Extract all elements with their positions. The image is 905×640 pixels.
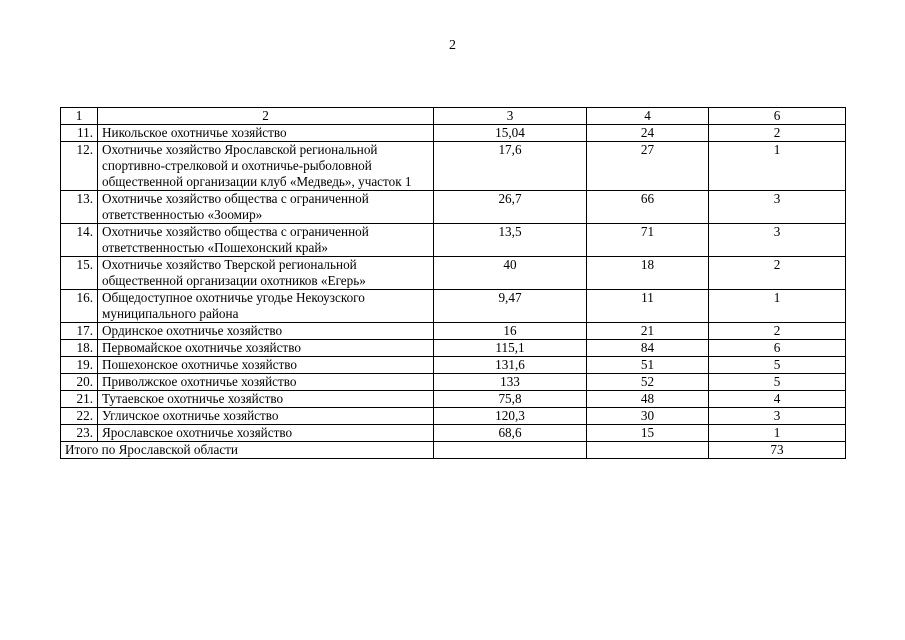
row-value-4: 84 — [587, 340, 709, 357]
page-number: 2 — [449, 38, 456, 53]
row-value-4: 18 — [587, 257, 709, 290]
row-name: Ординское охотничье хозяйство — [98, 323, 434, 340]
total-value-6: 73 — [709, 442, 846, 459]
row-value-3: 75,8 — [434, 391, 587, 408]
row-name: Приволжское охотничье хозяйство — [98, 374, 434, 391]
table-row — [61, 125, 846, 142]
row-number: 15. — [61, 257, 98, 290]
row-value-3: 13,5 — [434, 224, 587, 257]
row-name: Тутаевское охотничье хозяйство — [98, 391, 434, 408]
row-value-4: 11 — [587, 290, 709, 323]
row-value-4: 71 — [587, 224, 709, 257]
total-row — [61, 442, 846, 459]
row-value-6: 2 — [709, 257, 846, 290]
row-value-3: 115,1 — [434, 340, 587, 357]
row-value-3: 68,6 — [434, 425, 587, 442]
table-row — [61, 290, 846, 323]
row-value-3: 17,6 — [434, 142, 587, 191]
row-number: 18. — [61, 340, 98, 357]
table-row — [61, 425, 846, 442]
row-value-3: 133 — [434, 374, 587, 391]
row-value-4: 30 — [587, 408, 709, 425]
row-number: 14. — [61, 224, 98, 257]
row-value-4: 52 — [587, 374, 709, 391]
row-value-4: 15 — [587, 425, 709, 442]
table-row — [61, 257, 846, 290]
row-value-6: 3 — [709, 224, 846, 257]
table-header-row — [61, 108, 846, 125]
row-name: Охотничье хозяйство Тверской региональной общественной организации охотников «Егерь» — [98, 257, 434, 290]
row-number: 22. — [61, 408, 98, 425]
row-value-3: 26,7 — [434, 191, 587, 224]
row-value-4: 27 — [587, 142, 709, 191]
table-row — [61, 408, 846, 425]
total-value-3 — [434, 442, 587, 459]
row-value-4: 51 — [587, 357, 709, 374]
table-row — [61, 391, 846, 408]
header-cell-6: 6 — [709, 108, 846, 125]
header-cell-2: 2 — [98, 108, 434, 125]
hunting-grounds-table — [60, 107, 846, 459]
row-value-3: 15,04 — [434, 125, 587, 142]
row-value-6: 1 — [709, 142, 846, 191]
row-number: 19. — [61, 357, 98, 374]
row-name: Первомайское охотничье хозяйство — [98, 340, 434, 357]
row-value-3: 40 — [434, 257, 587, 290]
row-value-6: 2 — [709, 125, 846, 142]
header-cell-4: 4 — [587, 108, 709, 125]
row-number: 11. — [61, 125, 98, 142]
row-value-6: 6 — [709, 340, 846, 357]
row-value-3: 16 — [434, 323, 587, 340]
row-value-6: 1 — [709, 425, 846, 442]
row-value-6: 2 — [709, 323, 846, 340]
row-number: 20. — [61, 374, 98, 391]
table-row — [61, 191, 846, 224]
row-number: 21. — [61, 391, 98, 408]
row-name: Охотничье хозяйство общества с ограниченной ответственностью «Зоомир» — [98, 191, 434, 224]
row-name: Ярославское охотничье хозяйство — [98, 425, 434, 442]
table-row — [61, 340, 846, 357]
row-value-6: 3 — [709, 408, 846, 425]
row-value-6: 5 — [709, 357, 846, 374]
row-number: 16. — [61, 290, 98, 323]
header-cell-1: 1 — [61, 108, 98, 125]
table-row — [61, 224, 846, 257]
row-value-6: 1 — [709, 290, 846, 323]
row-value-4: 24 — [587, 125, 709, 142]
row-number: 17. — [61, 323, 98, 340]
table-row — [61, 142, 846, 191]
row-value-6: 5 — [709, 374, 846, 391]
header-cell-3: 3 — [434, 108, 587, 125]
table-row — [61, 374, 846, 391]
row-value-3: 131,6 — [434, 357, 587, 374]
row-name: Общедоступное охотничье угодье Некоузского муниципального района — [98, 290, 434, 323]
table-row — [61, 323, 846, 340]
row-value-3: 9,47 — [434, 290, 587, 323]
row-name: Никольское охотничье хозяйство — [98, 125, 434, 142]
row-value-6: 3 — [709, 191, 846, 224]
row-number: 12. — [61, 142, 98, 191]
table-row — [61, 357, 846, 374]
total-label: Итого по Ярославской области — [61, 442, 434, 459]
row-value-4: 48 — [587, 391, 709, 408]
row-number: 13. — [61, 191, 98, 224]
row-value-3: 120,3 — [434, 408, 587, 425]
row-value-4: 21 — [587, 323, 709, 340]
row-value-6: 4 — [709, 391, 846, 408]
total-value-4 — [587, 442, 709, 459]
row-name: Охотничье хозяйство общества с ограниченной ответственностью «Пошехонский край» — [98, 224, 434, 257]
row-name: Охотничье хозяйство Ярославской региональной спортивно-стрелковой и охотничье-рыболовной общественной организации клуб «Медведь», участок 1 — [98, 142, 434, 191]
row-name: Угличское охотничье хозяйство — [98, 408, 434, 425]
row-name: Пошехонское охотничье хозяйство — [98, 357, 434, 374]
row-value-4: 66 — [587, 191, 709, 224]
row-number: 23. — [61, 425, 98, 442]
